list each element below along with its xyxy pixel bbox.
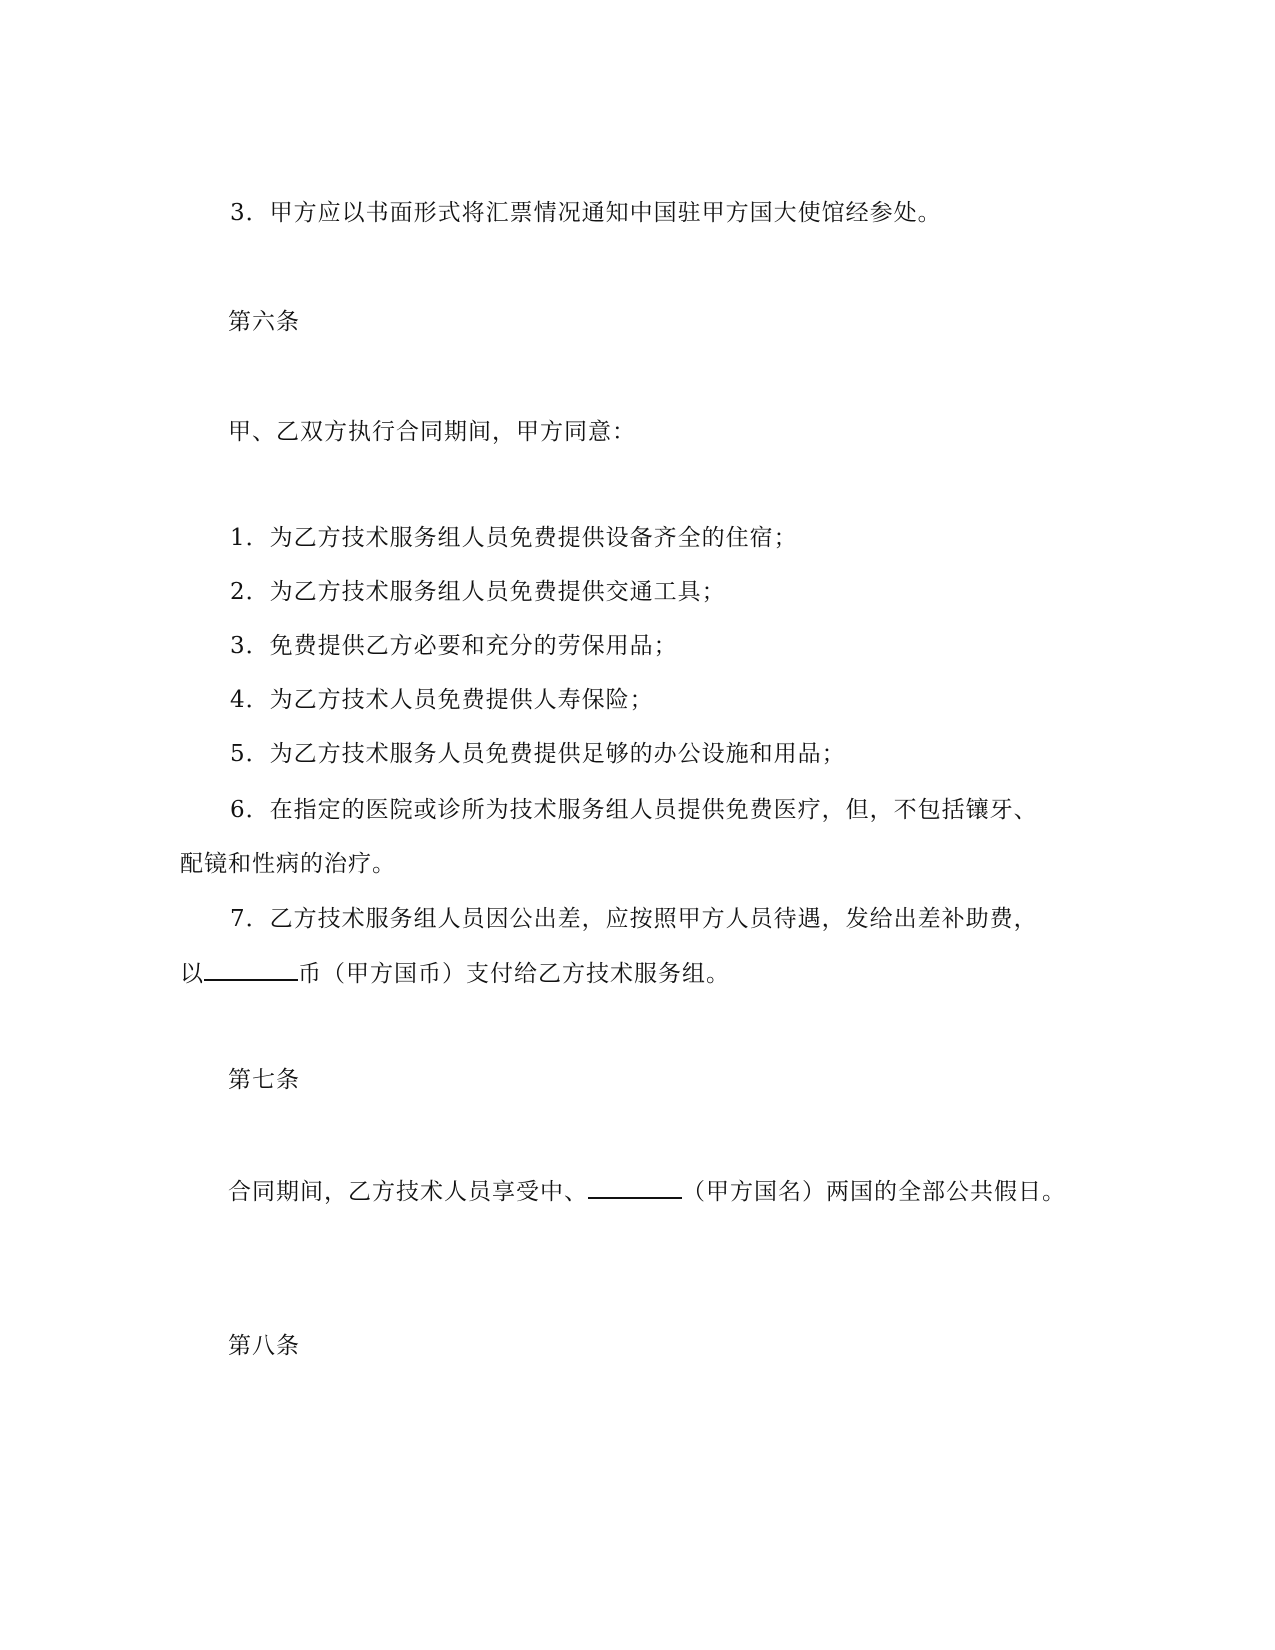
article7-text-suffix: （甲方国名）两国的全部公共假日。 xyxy=(682,1179,1066,1205)
country-name-blank-field[interactable] xyxy=(588,1175,682,1199)
article6-item-6-line1: 6．在指定的医院或诊所为技术服务组人员提供免费医疗，但，不包括镶牙、 xyxy=(230,797,1038,823)
article6-item-7-suffix: 币（甲方国币）支付给乙方技术服务组。 xyxy=(298,961,730,987)
article6-item-3: 3．免费提供乙方必要和充分的劳保用品； xyxy=(230,633,678,659)
article6-item-2: 2．为乙方技术服务组人员免费提供交通工具； xyxy=(230,579,726,605)
article6-item-4: 4．为乙方技术人员免费提供人寿保险； xyxy=(230,687,654,713)
currency-blank-field[interactable] xyxy=(204,957,298,981)
article7-text xyxy=(228,1175,1066,1207)
article6-item-7-line1: 7．乙方技术服务组人员因公出差，应按照甲方人员待遇，发给出差补助费， xyxy=(230,906,1038,932)
article8-heading: 第八条 xyxy=(228,1333,300,1359)
article7-heading: 第七条 xyxy=(228,1067,300,1093)
article6-item-6-line2: 配镜和性病的治疗。 xyxy=(180,851,396,877)
section5-item-3: 3．甲方应以书面形式将汇票情况通知中国驻甲方国大使馆经参处。 xyxy=(230,200,942,226)
article7-text-prefix: 合同期间，乙方技术人员享受中、 xyxy=(228,1179,588,1205)
article6-item-1: 1．为乙方技术服务组人员免费提供设备齐全的住宿； xyxy=(230,525,798,551)
article6-intro: 甲、乙双方执行合同期间，甲方同意： xyxy=(228,419,636,445)
article6-item-7-prefix: 以 xyxy=(180,961,204,987)
article6-item-5: 5．为乙方技术服务人员免费提供足够的办公设施和用品； xyxy=(230,741,846,767)
article6-item-7-line2 xyxy=(180,957,730,989)
article6-heading: 第六条 xyxy=(228,309,300,335)
